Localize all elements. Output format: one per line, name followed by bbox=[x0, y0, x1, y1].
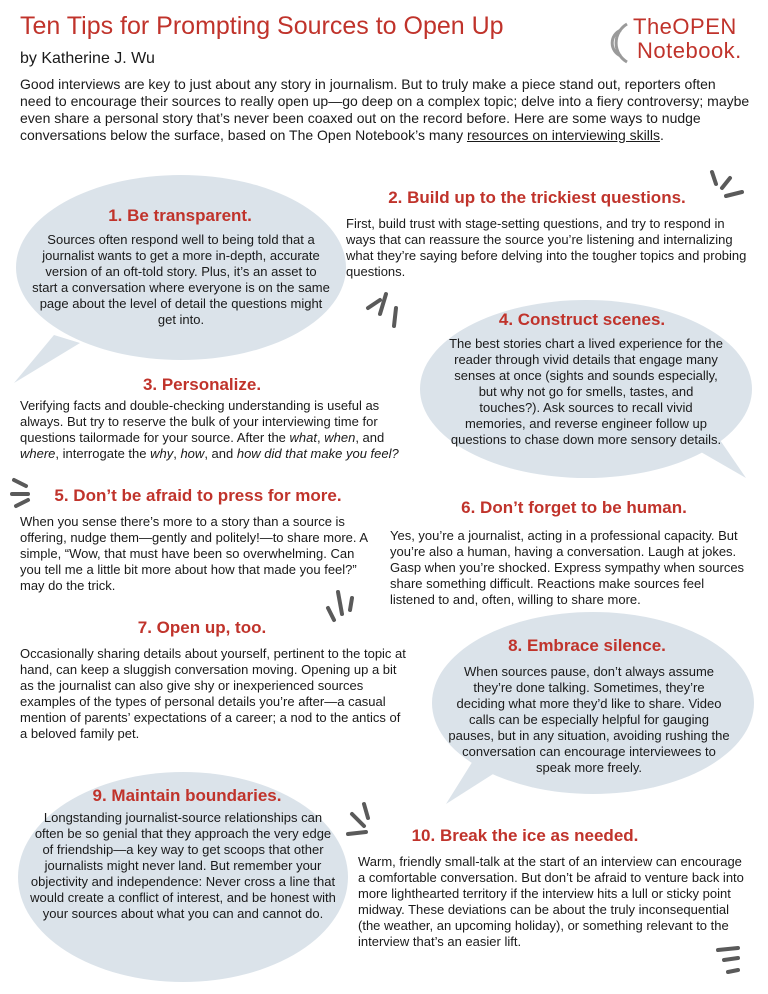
tip-7-heading: 7. Open up, too. bbox=[137, 618, 267, 637]
emphasis-dashes-icon bbox=[364, 290, 404, 330]
intro-text: Good interviews are key to just about any story in journalism. But to truly make a piece stand out, reporters often need to encourage their sources to really open up—go deep on a complex topic; delve into a fiery controversy; maybe even share a personal story that’s never been coaxed out on the record before. Here are some ways to nudge conversations below the surface, based on The Open Notebook’s many bbox=[20, 76, 750, 143]
tip-2-heading: 2. Build up to the trickiest questions. bbox=[388, 188, 686, 207]
logo bbox=[597, 16, 757, 72]
tip-1-heading: 1. Be transparent. bbox=[108, 206, 252, 225]
tip-10-body: Warm, friendly small-talk at the start of an interview can encourage a comfortable conversation. But don’t be afraid to venture back into more lighthearted territory if the interview hits a lull or sticky point midway. These deviations can be about the truly inconsequential (the weather, an upcoming holiday), or something relevant to the interview that’s an easier lift. bbox=[358, 854, 744, 949]
logo-text-line1: TheOPEN bbox=[633, 14, 737, 39]
tip-3-text: , interrogate the bbox=[55, 446, 151, 461]
logo-arc-icon bbox=[597, 18, 633, 68]
resources-link[interactable]: resources on interviewing skills bbox=[466, 127, 660, 143]
tip-1-body: Sources often respond well to being told that a journalist wants to get a more in-depth, accurate version of an oft-told story. Plus, it’s an asset to start a conversation where everyone is on the same page about the level of detail the questions might get into. bbox=[32, 232, 330, 327]
emphasis-dashes-icon bbox=[708, 168, 748, 204]
tip-4-heading: 4. Construct scenes. bbox=[498, 310, 666, 329]
tip-6-heading: 6. Don’t forget to be human. bbox=[461, 498, 687, 517]
tip-4-body: The best stories chart a lived experience for the reader through vivid details that engage many senses at once (sights and sounds especially, but why not go for smells, tastes, and touches?). Ask sources to recall vivid memories, and reverse engineer follow up questions to chase down more sensory details. bbox=[449, 336, 723, 447]
tip-3-heading: 3. Personalize. bbox=[142, 375, 262, 394]
tip-9-body: Longstanding journalist-source relationships can often be so genial that they approach the very edge of friendship—a key way to get scoops that other journalists might never land. But remember your objectivity and independence: Never cross a line that would create a conflict of interest, and be honest with your sources about what you can and cannot do. bbox=[30, 810, 336, 921]
tip-6-body: Yes, you’re a journalist, acting in a professional capacity. But you’re also a human, having a conversation. Laugh at jokes. Gasp when you’re shocked. Express sympathy when sources share something difficult. Reactions make sources feel listened to and, often, willing to share more. bbox=[390, 528, 745, 607]
logo-text-line2: Notebook. bbox=[637, 38, 742, 63]
emphasis-dashes-icon bbox=[712, 944, 748, 980]
tip-3-italic: how bbox=[180, 446, 205, 461]
tip-3-italic: why bbox=[150, 446, 174, 461]
intro-paragraph bbox=[20, 76, 750, 144]
tip-3-text: , bbox=[317, 430, 325, 445]
tip-3-italic: where bbox=[20, 446, 56, 461]
tip-10-heading: 10. Break the ice as needed. bbox=[411, 826, 639, 845]
tip-3-body bbox=[20, 398, 420, 462]
tip-2-body: First, build trust with stage-setting questions, and try to respond in ways that can reassure the source you’re listening and internalizing what they’re saying before delving into the tougher topics and probing questions. bbox=[346, 216, 747, 279]
tip-7-body: Occasionally sharing details about yourself, pertinent to the topic at hand, can keep a sluggish conversation moving. Opening up a bit as the journalist can also give shy or inexperienced sources examples of the types of personal details you’re after—a casual mention of parents’ expectations of a career; a nod to the antics of a beloved family pet. bbox=[20, 646, 406, 741]
emphasis-dashes-icon bbox=[8, 474, 44, 510]
tip-3-text: , and bbox=[355, 430, 385, 445]
tip-5-heading: 5. Don’t be afraid to press for more. bbox=[54, 486, 342, 505]
tip-5-body: When you sense there’s more to a story than a source is offering, nudge them—gently and politely!—to share more. A simple, “Wow, that must have been so overwhelming. Can you tell me a little bit more about how that made you feel?” may do the trick. bbox=[20, 514, 368, 593]
intro-end: . bbox=[659, 127, 664, 143]
tip-8-body: When sources pause, don’t always assume they’re done talking. Sometimes, they’re deciding what more they’d like to share. Video calls can be especially helpful for gauging pauses, but in any situation, avoiding rushing the conversation can encourage interviewees to speak more freely. bbox=[448, 664, 730, 775]
tip-8-heading: 8. Embrace silence. bbox=[508, 636, 666, 655]
emphasis-dashes-icon bbox=[322, 584, 358, 624]
speech-bubble-tail-icon bbox=[14, 335, 84, 385]
tip-9-heading: 9. Maintain boundaries. bbox=[92, 786, 282, 805]
tip-3-text: , and bbox=[204, 446, 237, 461]
tip-3-italic: how did that make you feel? bbox=[236, 446, 399, 461]
tip-3-text: Verifying facts and double-checking understanding is useful as always. But try to reserve the bulk of your interviewing time for questions tailormade for your source. After the bbox=[20, 398, 380, 445]
emphasis-dashes-icon bbox=[342, 800, 382, 840]
tip-3-italic: when bbox=[324, 430, 356, 445]
page-title: Ten Tips for Prompting Sources to Open Up bbox=[20, 12, 504, 40]
byline: by Katherine J. Wu bbox=[20, 50, 155, 67]
tip-3-text: , bbox=[173, 446, 181, 461]
tip-3-italic: what bbox=[289, 430, 317, 445]
